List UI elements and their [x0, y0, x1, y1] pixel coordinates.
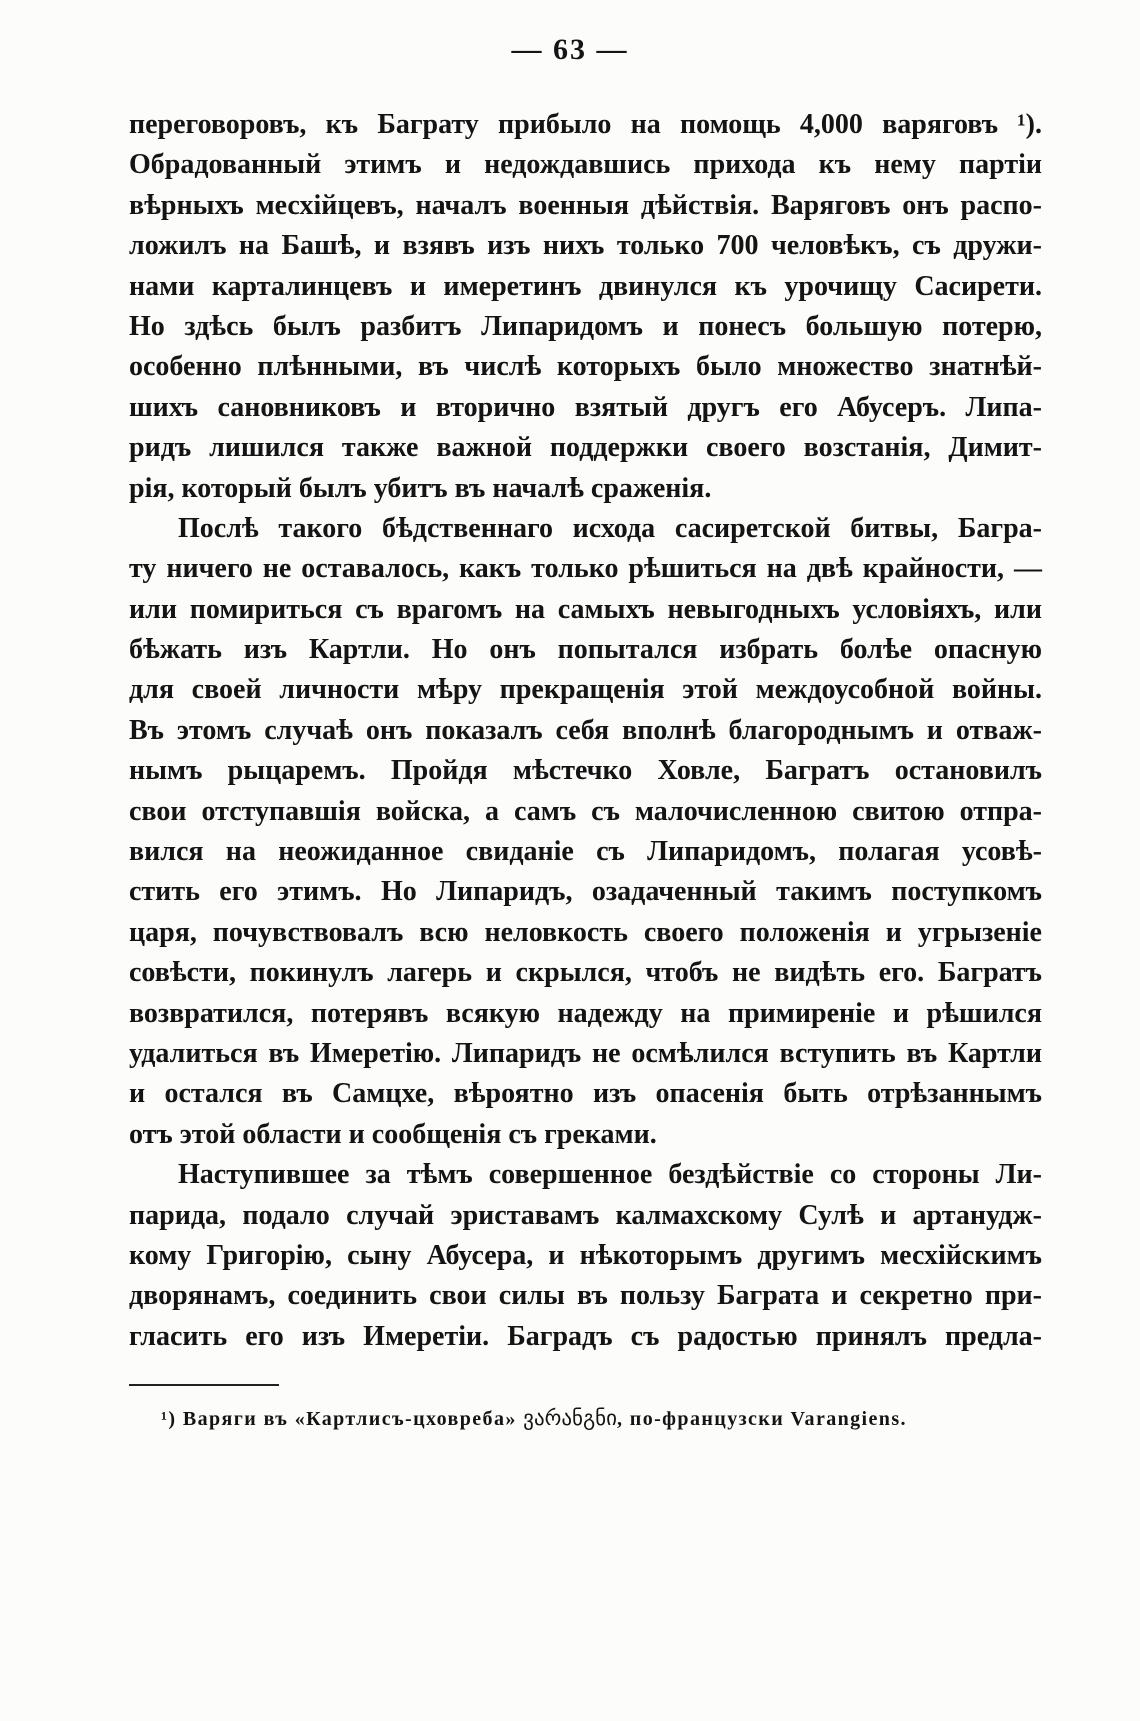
text-line: рія, который былъ убитъ въ началѣ сраженія.	[129, 472, 712, 504]
text-line: царя, почувствовалъ всю неловкость своего положенія и угрызеніе	[129, 916, 1042, 948]
text-line: ложилъ на Башѣ, и взявъ изъ нихъ только 700 человѣкъ, съ дружи-	[129, 230, 1042, 262]
text-line: переговоровъ, къ Баграту прибыло на помощь 4,000 варяговъ ¹).	[129, 109, 1042, 140]
text-line: гласить его изъ Имеретіи. Баградъ съ радостью принялъ предла-	[129, 1320, 1042, 1352]
text-line: Наступившее за тѣмъ совершенное бездѣйствіе со стороны Ли-	[178, 1159, 1042, 1191]
body-text	[129, 105, 1042, 1357]
text-line: шихъ сановниковъ и вторично взятый другъ его Абусеръ. Липа-	[129, 391, 1042, 423]
text-line: возвратился, потерявъ всякую надежду на примиреніе и рѣшился	[129, 997, 1042, 1029]
text-line: Послѣ такого бѣдственнаго исхода сасиретской битвы, Багра-	[178, 512, 1042, 544]
text-line: свои отступавшія войска, а самъ съ малочисленною свитою отпра-	[129, 795, 1042, 827]
text-line: Въ этомъ случаѣ онъ показалъ себя вполнѣ благороднымъ и отваж-	[129, 714, 1042, 746]
text-line: вѣрныхъ месхійцевъ, началъ военныя дѣйствія. Варяговъ онъ распо-	[129, 189, 1042, 221]
text-line: Но здѣсь былъ разбитъ Липаридомъ и понесъ большую потерю,	[129, 310, 1042, 342]
text-line: стить его этимъ. Но Липаридъ, озадаченный такимъ поступкомъ	[129, 876, 1042, 908]
footnote	[161, 1401, 1021, 1436]
footnote-text-tail: , по-французски Varangiens.	[617, 1408, 907, 1430]
text-line: совѣсти, покинулъ лагерь и скрылся, чтобъ не видѣть его. Багратъ	[129, 957, 1042, 989]
text-line: кому Григорію, сыну Абусера, и нѣкоторымъ другимъ месхійскимъ	[129, 1239, 1042, 1271]
footnote-text: Варяги въ «Картлисъ-цховреба»	[182, 1408, 517, 1430]
footnote-georgian-word: ვარანგნი	[523, 1406, 617, 1430]
text-line: Обрадованный этимъ и недождавшись прихода къ нему партіи	[129, 149, 1042, 181]
footnote-divider	[129, 1384, 279, 1386]
text-line: или помириться съ врагомъ на самыхъ невыгодныхъ условіяхъ, или	[129, 593, 1042, 625]
text-line: ридъ лишился также важной поддержки своего возстанія, Димит-	[129, 432, 1042, 464]
text-line: особенно плѣнными, въ числѣ которыхъ было множество знатнѣй-	[129, 351, 1042, 383]
footnote-marker: ¹)	[161, 1408, 177, 1430]
text-line: парида, подало случай эриставамъ калмахскому Сулѣ и артанудж-	[129, 1199, 1042, 1231]
text-line: вился на неожиданное свиданіе съ Липаридомъ, полагая усовѣ-	[129, 836, 1042, 868]
paragraph	[129, 509, 1042, 1155]
text-line: бѣжать изъ Картли. Но онъ попытался избрать болѣе опасную	[129, 634, 1042, 666]
text-line: нами карталинцевъ и имеретинъ двинулся къ урочищу Сасирети.	[129, 270, 1042, 302]
paragraph	[129, 1155, 1042, 1357]
text-line: удалиться въ Имеретію. Липаридъ не осмѣлился вступить въ Картли	[129, 1037, 1042, 1069]
text-line: ту ничего не оставалось, какъ только рѣшиться на двѣ крайности, —	[129, 553, 1042, 585]
paragraph	[129, 105, 1042, 509]
text-line: дворянамъ, соединить свои силы въ пользу Баграта и секретно при-	[129, 1280, 1042, 1312]
text-line: отъ этой области и сообщенія съ греками.	[129, 1118, 657, 1150]
text-line: и остался въ Самцхе, вѣроятно изъ опасенія быть отрѣзаннымъ	[129, 1078, 1042, 1110]
text-line: нымъ рыцаремъ. Пройдя мѣстечко Ховле, Багратъ остановилъ	[129, 755, 1042, 787]
text-line: для своей личности мѣру прекращенія этой междоусобной войны.	[129, 674, 1042, 706]
page-number: — 63 —	[511, 33, 629, 66]
